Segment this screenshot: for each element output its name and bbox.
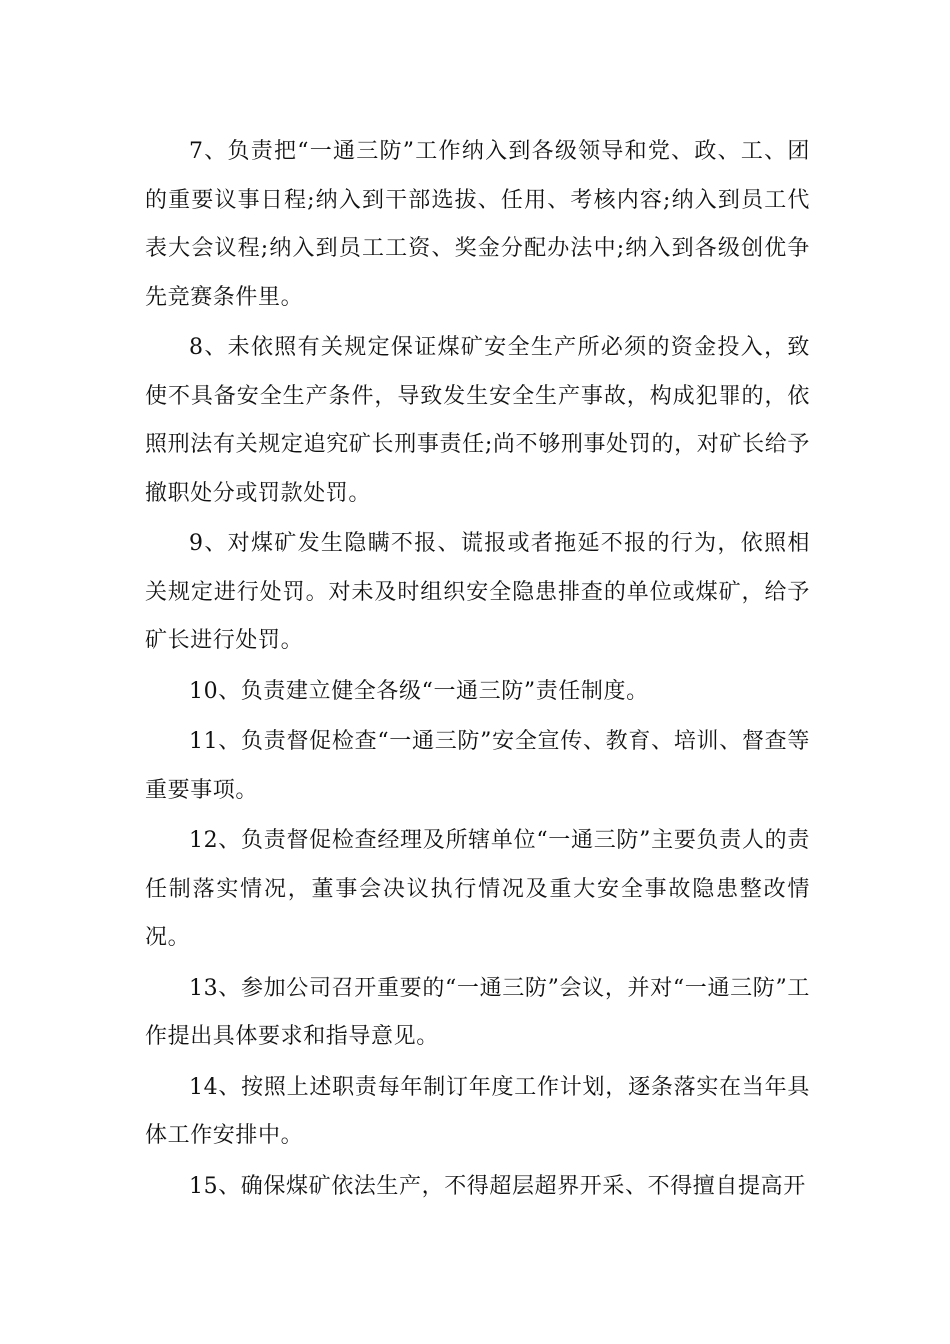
paragraph-11: 11、负责督促检查“一通三防”安全宣传、教育、培训、督查等重要事项。 — [145, 729, 810, 803]
paragraph-7: 7、负责把“一通三防”工作纳入到各级领导和党、政、工、团的重要议事日程;纳入到干部选拔、任用、考核内容;纳入到员工代表大会议程;纳入到员工工资、奖金分配办法中;纳入到各级创优争先竞赛条件里。 — [145, 139, 810, 310]
paragraph-14: 14、按照上述职责每年制订年度工作计划，逐条落实在当年具体工作安排中。 — [145, 1074, 810, 1148]
paragraph-9: 9、对煤矿发生隐瞒不报、谎报或者拖延不报的行为，依照相关规定进行处罚。对未及时组织安全隐患排查的单位或煤矿，给予矿长进行处罚。 — [145, 531, 810, 653]
paragraph-12: 12、负责督促检查经理及所辖单位“一通三防”主要负责人的责任制落实情况，董事会决议执行情况及重大安全事故隐患整改情况。 — [145, 828, 810, 950]
paragraph-8: 8、未依照有关规定保证煤矿安全生产所必须的资金投入，致使不具备安全生产条件，导致发生安全生产事故，构成犯罪的，依照刑法有关规定追究矿长刑事责任;尚不够刑事处罚的，对矿长给予撤职处分或罚款处罚。 — [145, 335, 810, 506]
paragraph-15: 15、确保煤矿依法生产，不得超层超界开采、不得擅自提高开 — [189, 1173, 806, 1199]
paragraph-13: 13、参加公司召开重要的“一通三防”会议，并对“一通三防”工作提出具体要求和指导意见。 — [145, 975, 810, 1049]
paragraph-10: 10、负责建立健全各级“一通三防”责任制度。 — [189, 678, 649, 704]
document-body — [145, 128, 810, 1213]
